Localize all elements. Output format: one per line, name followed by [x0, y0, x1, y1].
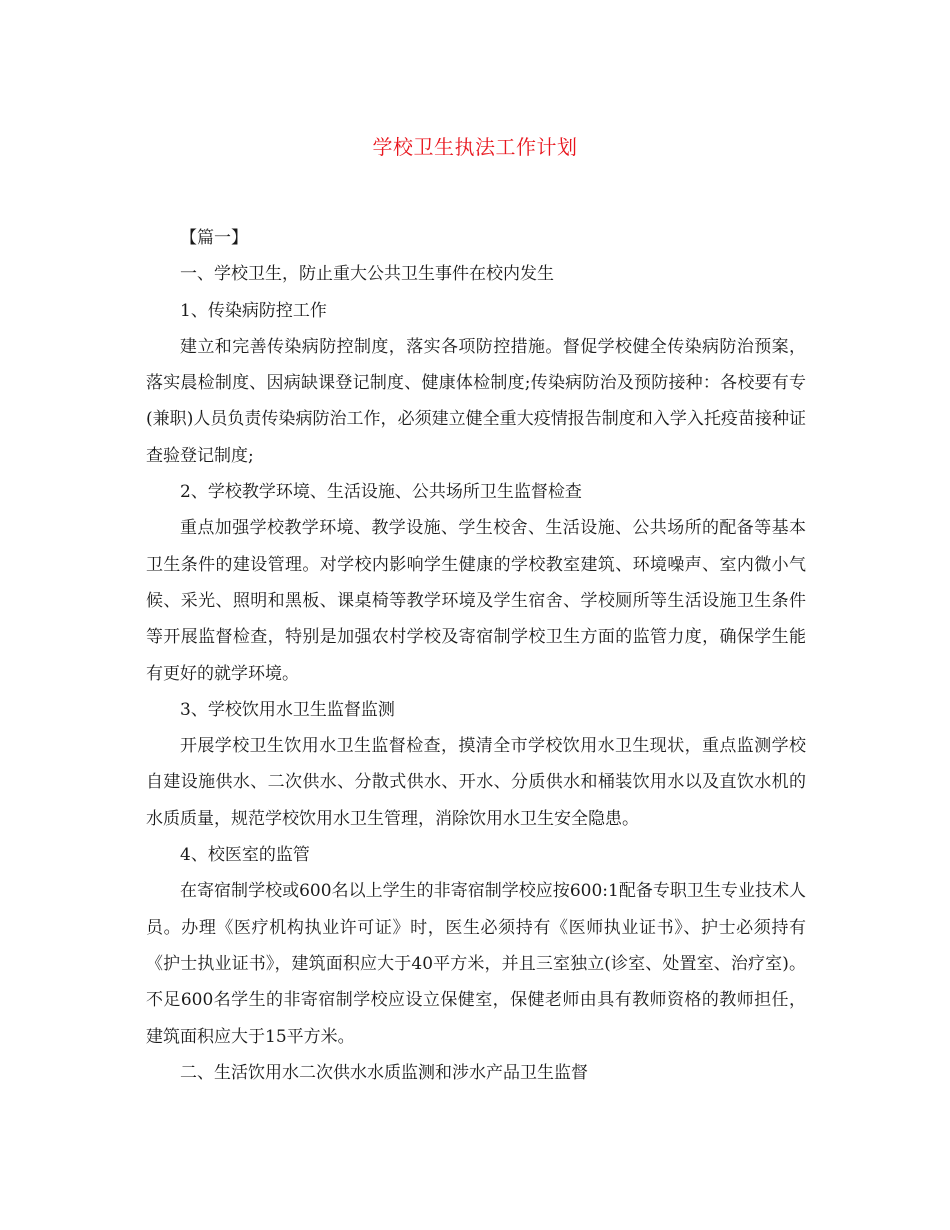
body-paragraph-3: 开展学校卫生饮用水卫生监督检查，摸清全市学校饮用水卫生现状，重点监测学校自建设施供水、二次供水、分散式供水、开水、分质供水和桶装饮用水以及直饮水机的水质质量，规范学校饮用水卫生管理，消除饮用水卫生安全隐患。: [146, 736, 806, 829]
subheading-4: 4、校医室的监管: [180, 845, 310, 866]
section-marker: 【篇一】: [180, 228, 248, 248]
heading-section-2: 二、生活饮用水二次供水水质监测和涉水产品卫生监督: [180, 1062, 588, 1083]
body-paragraph-2: 重点加强学校教学环境、教学设施、学生校舍、生活设施、公共场所的配备等基本卫生条件的建设管理。对学校内影响学生健康的学校教室建筑、环境噪声、室内微小气候、采光、照明和黑板、课桌椅等教学环境及学生宿舍、学校厕所等生活设施卫生条件等开展监督检查，特别是加强农村学校及寄宿制学校卫生方面的监管力度，确保学生能有更好的就学环境。: [146, 518, 806, 684]
subheading-3: 3、学校饮用水卫生监督监测: [180, 699, 395, 720]
subheading-2: 2、学校教学环境、生活设施、公共场所卫生监督检查: [180, 482, 582, 503]
body-paragraph-1: 建立和完善传染病防控制度，落实各项防控措施。督促学校健全传染病防治预案，落实晨检制度、因病缺课登记制度、健康体检制度;传染病防治及预防接种：各校要有专(兼职)人员负责传染病防治工作，必须建立健全重大疫情报告制度和入学入托疫苗接种证查验登记制度;: [146, 336, 806, 466]
document-title: 学校卫生执法工作计划: [372, 135, 578, 159]
body-paragraph-4: 在寄宿制学校或600名以上学生的非寄宿制学校应按600:1配备专职卫生专业技术人员。办理《医疗机构执业许可证》时，医生必须持有《医师执业证书》、护士必须持有《护士执业证书》，建筑面积应大于40平方米，并且三室独立(诊室、处置室、治疗室)。不足600名学生的非寄宿制学校应设立保健室，保健老师由具有教师资格的教师担任，建筑面积应大于15平方米。: [146, 881, 806, 1047]
document-body: [146, 220, 806, 1091]
heading-section-1: 一、学校卫生，防止重大公共卫生事件在校内发生: [180, 264, 554, 285]
subheading-1: 1、传染病防控工作: [180, 300, 327, 321]
